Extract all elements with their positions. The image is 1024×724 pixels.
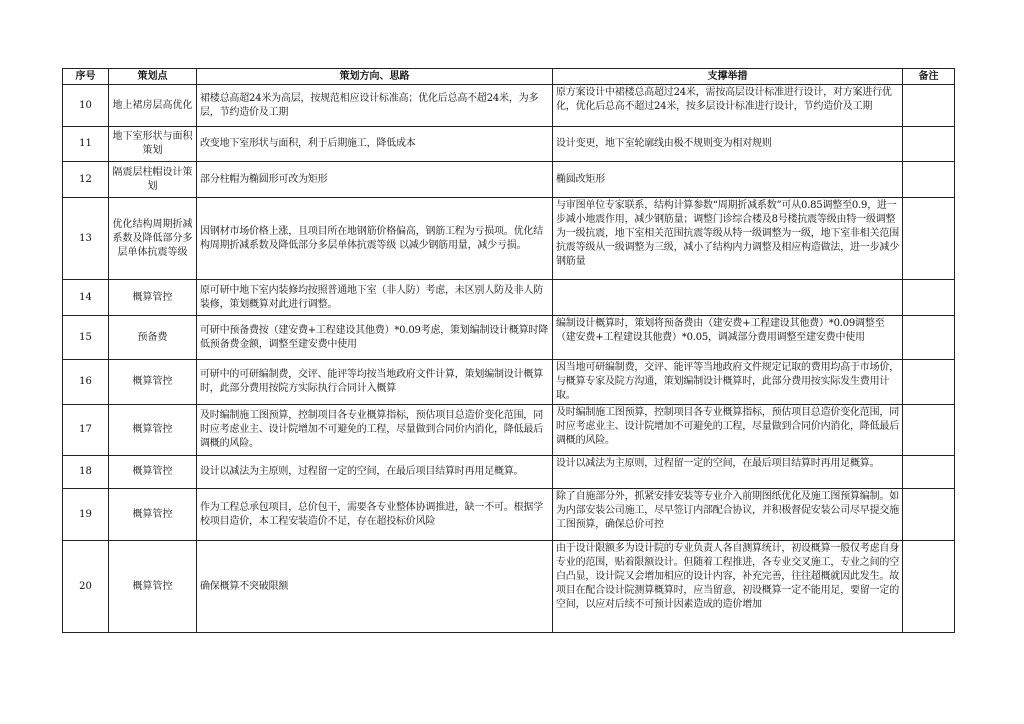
table-row (63, 198, 955, 280)
table-body (63, 85, 955, 633)
row-number: 17 (63, 405, 109, 456)
planning-point: 地下室形状与面积策划 (109, 127, 197, 162)
row-number: 12 (63, 162, 109, 198)
planning-point: 概算管控 (109, 405, 197, 456)
table-header (63, 69, 955, 85)
measure-text: 因当地可研编制费，交评、能评等当地政府文件规定记取的费用均高于市场价，与概算专家及院方沟通，策划编制设计概算时，此部分费用按实际发生费用计取。 (553, 360, 903, 405)
row-number: 13 (63, 198, 109, 280)
planning-point: 预备费 (109, 316, 197, 360)
remark-cell (903, 456, 955, 489)
direction-text: 确保概算不突破限额 (197, 541, 553, 633)
planning-table (62, 68, 955, 633)
planning-point: 概算管控 (109, 541, 197, 633)
remark-cell (903, 127, 955, 162)
remark-cell (903, 198, 955, 280)
row-number: 15 (63, 316, 109, 360)
measure-text: 编制设计概算时，策划将预备费由（建安费+工程建设其他费）*0.09调整至（建安费+工程建设其他费）*0.05，调减部分费用调整至建安费中使用 (553, 316, 903, 360)
planning-point: 优化结构周期折减系数及降低部分多层单体抗震等级 (109, 198, 197, 280)
row-number: 18 (63, 456, 109, 489)
header-measures: 支撑举措 (553, 69, 903, 85)
remark-cell (903, 162, 955, 198)
direction-text: 部分柱帽为椭圆形可改为矩形 (197, 162, 553, 198)
measure-text: 设计以减法为主原则，过程留一定的空间，在最后项目结算时再用足概算。 (553, 456, 903, 489)
table-row (63, 541, 955, 633)
direction-text: 设计以减法为主原则，过程留一定的空间，在最后项目结算时再用足概算。 (197, 456, 553, 489)
measure-text: 椭圆改矩形 (553, 162, 903, 198)
measure-text: 除了自施部分外，抓紧安排安装等专业介入前期图纸优化及施工图预算编制。如为内部安装公司施工，尽早签订内部配合协议，并积极督促安装公司尽早提交施工图预算，确保总价可控 (553, 489, 903, 541)
row-number: 19 (63, 489, 109, 541)
planning-point: 概算管控 (109, 456, 197, 489)
table-row (63, 405, 955, 456)
header-seq: 序号 (63, 69, 109, 85)
direction-text: 因钢材市场价格上涨，且项目所在地钢筋价格偏高，钢筋工程为亏损项。优化结构周期折减系数及降低部分多层单体抗震等级 以减少钢筋用量，减少亏损。 (197, 198, 553, 280)
table-row (63, 316, 955, 360)
direction-text: 改变地下室形状与面积，利于后期施工，降低成本 (197, 127, 553, 162)
header-remarks: 备注 (903, 69, 955, 85)
planning-point: 概算管控 (109, 489, 197, 541)
planning-point: 地上裙房层高优化 (109, 85, 197, 127)
planning-point: 概算管控 (109, 280, 197, 316)
table-row (63, 489, 955, 541)
direction-text: 及时编制施工图预算，控制项目各专业概算指标，预估项目总造价变化范围，同时应考虑业主、设计院增加不可避免的工程，尽量做到合同价内消化，降低最后调概的风险。 (197, 405, 553, 456)
header-planning-point: 策划点 (109, 69, 197, 85)
table-row (63, 162, 955, 198)
row-number: 11 (63, 127, 109, 162)
direction-text: 可研中预备费按（建安费+工程建设其他费）*0.09考虑，策划编制设计概算时降低预备费金额，调整至建安费中使用 (197, 316, 553, 360)
table-row (63, 85, 955, 127)
direction-text: 可研中的可研编制费，交评、能评等均按当地政府文件计算，策划编制设计概算时，此部分费用按院方实际执行合同计入概算 (197, 360, 553, 405)
remark-cell (903, 316, 955, 360)
measure-text: 原方案设计中裙楼总高超过24米，需按高层设计标准进行设计，对方案进行优化，优化后总高不超过24米，按多层设计标准进行设计，节约造价及工期 (553, 85, 903, 127)
measure-text: 及时编制施工图预算，控制项目各专业概算指标，预估项目总造价变化范围，同时应考虑业主、设计院增加不可避免的工程，尽量做到合同价内消化，降低最后调概的风险。 (553, 405, 903, 456)
row-number: 16 (63, 360, 109, 405)
measure-text: 由于设计限额多为设计院的专业负责人各自测算统计，初设概算一般仅考虑自身专业的范围，贴着限额设计。但随着工程推进，各专业交叉施工，专业之间的空白凸显，设计院又会增加相应的设计内容，补充完善，往往超概就因此发生。故项目在配合设计院测算概算时，应当留意，初设概算一定不能用足，要留一定的空间，以应对后续不可预计因素造成的造价增加 (553, 541, 903, 633)
row-number: 20 (63, 541, 109, 633)
direction-text: 作为工程总承包项目，总价包干，需要各专业整体协调推进，缺一不可。根据学校项目造价，本工程安装造价不足，存在超投标价风险 (197, 489, 553, 541)
remark-cell (903, 360, 955, 405)
remark-cell (903, 405, 955, 456)
header-direction: 策划方向、思路 (197, 69, 553, 85)
measure-text: 设计变更，地下室轮廓线由极不规则变为相对规则 (553, 127, 903, 162)
planning-point: 隔震层柱帽设计策划 (109, 162, 197, 198)
measure-text: 与审图单位专家联系，结构计算参数“周期折减系数”可从0.85调整至0.9，进一步减小地震作用，减少钢筋量；调整门诊综合楼及8号楼抗震等级由特一级调整为一级抗震，地下室相关范围抗震等级从特一级调整为一级，地下室非相关范围抗震等级从一级调整为三级，减小了结构内力调整及相应构造做法，进一步减少钢筋量 (553, 198, 903, 280)
remark-cell (903, 541, 955, 633)
row-number: 14 (63, 280, 109, 316)
row-number: 10 (63, 85, 109, 127)
planning-point: 概算管控 (109, 360, 197, 405)
direction-text: 裙楼总高超24米为高层，按规范相应设计标准高；优化后总高不超24米，为多层，节约造价及工期 (197, 85, 553, 127)
remark-cell (903, 85, 955, 127)
remark-cell (903, 280, 955, 316)
table-row (63, 456, 955, 489)
remark-cell (903, 489, 955, 541)
table-row (63, 360, 955, 405)
table-row (63, 280, 955, 316)
direction-text: 原可研中地下室内装修均按照普通地下室（非人防）考虑，未区别人防及非人防装修，策划概算对此进行调整。 (197, 280, 553, 316)
table-row (63, 127, 955, 162)
measure-text (553, 280, 903, 316)
